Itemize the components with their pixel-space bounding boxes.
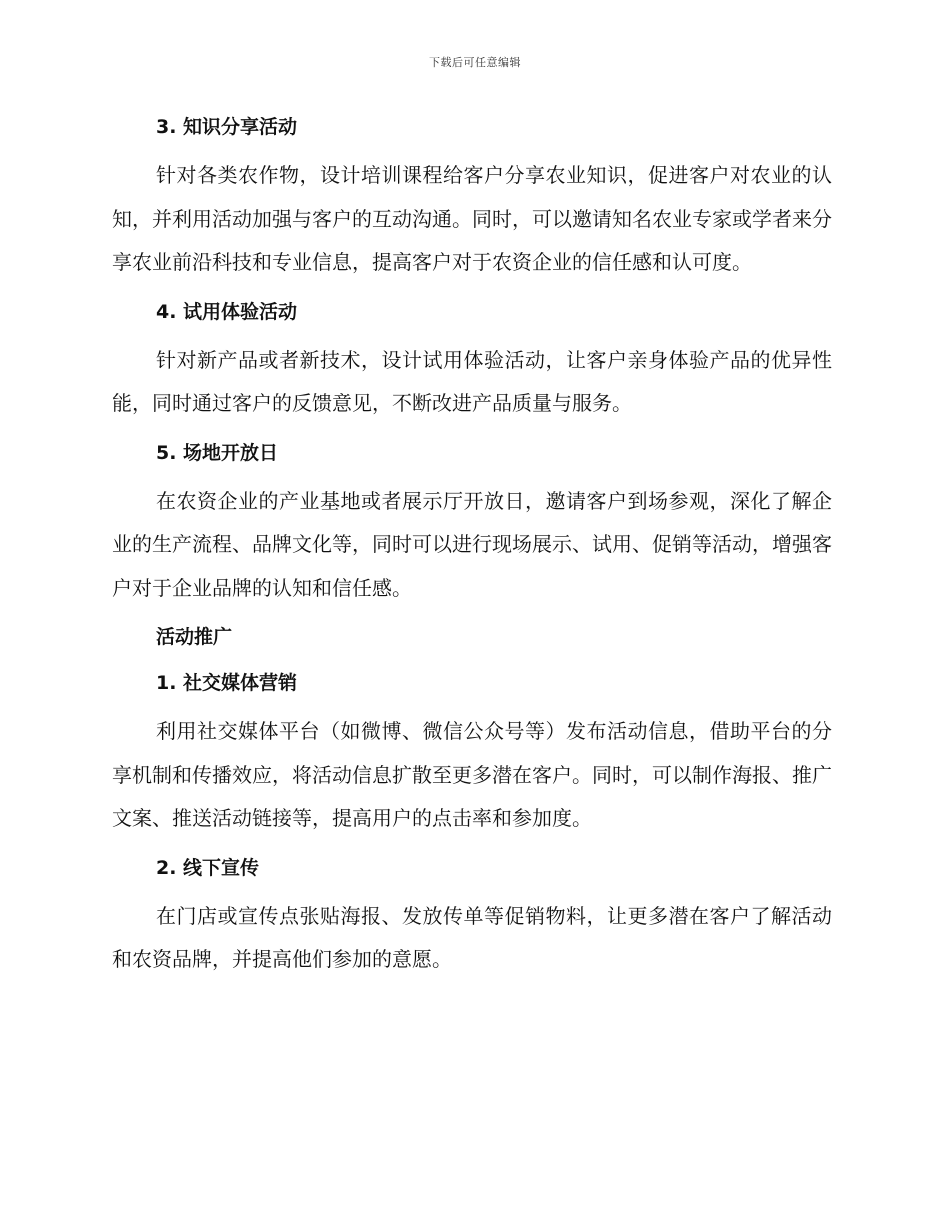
section-heading-trial-experience: 4. 试用体验活动	[156, 300, 298, 323]
section-paragraph-offline-promotion: 在门店或宣传点张贴海报、发放传单等促销物料，让更多潜在客户了解活动和农资品牌，并提高他们参加的意愿。	[112, 903, 832, 971]
section-paragraph-social-media: 利用社交媒体平台（如微博、微信公众号等）发布活动信息，借助平台的分享机制和传播效应，将活动信息扩散至更多潜在客户。同时，可以制作海报、推广文案、推送活动链接等，提高用户的点击率和参加度。	[112, 719, 832, 830]
section-heading-social-media: 1. 社交媒体营销	[156, 672, 298, 694]
header-note: 下载后可任意编辑	[429, 56, 521, 69]
section-heading-open-day: 5. 场地开放日	[156, 441, 279, 464]
section-heading-offline-promotion: 2. 线下宣传	[156, 856, 260, 879]
section-paragraph-trial-experience: 针对新产品或者新技术，设计试用体验活动，让客户亲身体验产品的优异性能，同时通过客户的反馈意见，不断改进产品质量与服务。	[112, 347, 832, 415]
section-paragraph-knowledge-sharing: 针对各类农作物，设计培训课程给客户分享农业知识，促进客户对农业的认知，并利用活动加强与客户的互动沟通。同时，可以邀请知名农业专家或学者来分享农业前沿科技和专业信息，提高客户对于农资企业的信任感和认可度。	[112, 163, 832, 274]
section-heading-knowledge-sharing: 3. 知识分享活动	[156, 116, 298, 138]
section-heading-promotion: 活动推广	[156, 626, 233, 648]
section-paragraph-open-day: 在农资企业的产业基地或者展示厅开放日，邀请客户到场参观，深化了解企业的生产流程、品牌文化等，同时可以进行现场展示、试用、促销等活动，增强客户对于企业品牌的认知和信任感。	[112, 488, 832, 600]
document-body	[112, 108, 832, 990]
